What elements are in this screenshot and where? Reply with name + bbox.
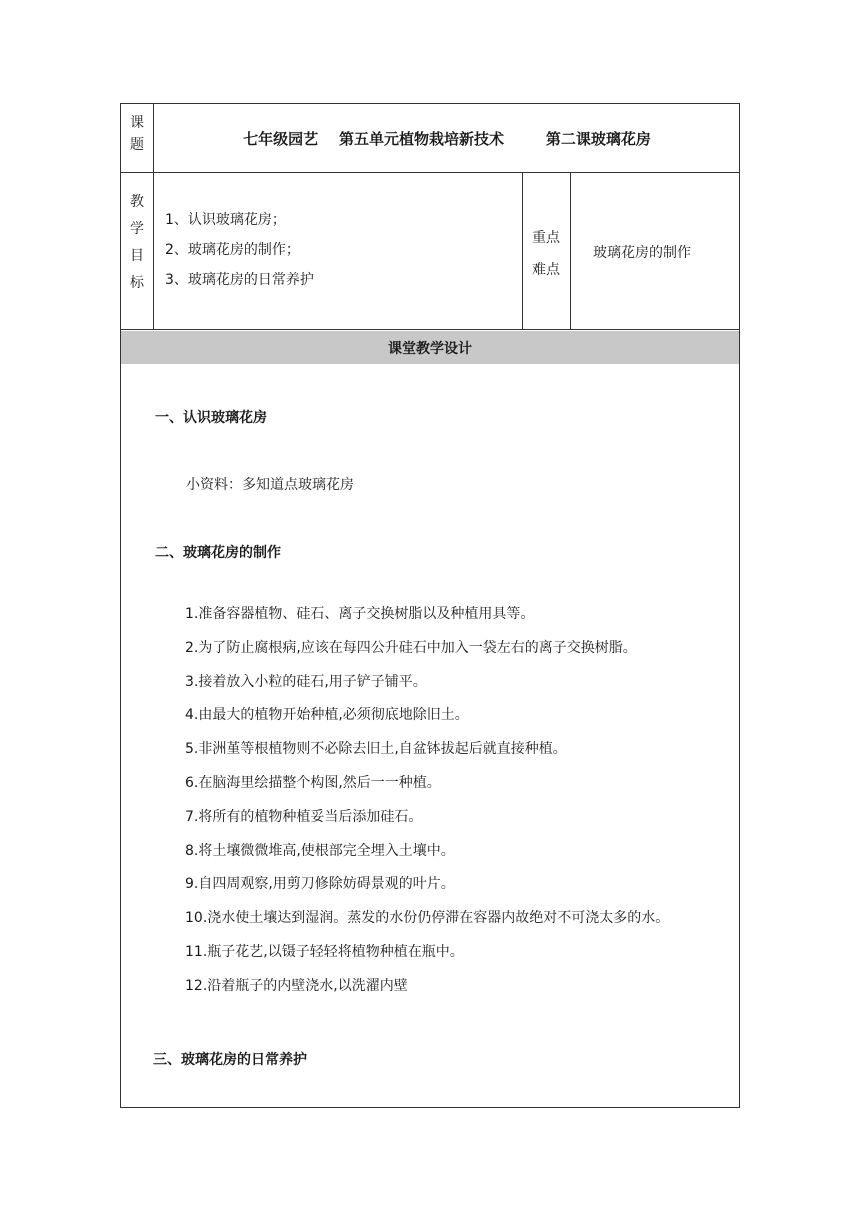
step-item: 10.浇水使土壤达到湿润。蒸发的水份仍停滞在容器内故绝对不可浇太多的水。 — [185, 910, 670, 927]
steps-list — [185, 604, 669, 1010]
step-item: 11.瓶子花艺,以镊子轻轻将植物种植在瓶中。 — [185, 943, 464, 960]
step-item: 8.将土壤微微堆高,使根部完全埋入土壤中。 — [185, 842, 455, 859]
step-item: 9.自四周观察,用剪刀修除妨碍景观的叶片。 — [185, 876, 455, 893]
section-heading: 一、认识玻璃花房 — [155, 410, 267, 426]
step-item: 2.为了防止腐根病,应该在每四公升硅石中加入一袋左右的离子交换树脂。 — [185, 639, 637, 656]
column-divider — [570, 172, 571, 329]
step-item: 12.沿着瓶子的内壁浇水,以洗濯内壁 — [185, 977, 408, 994]
objective-item: 1、认识玻璃花房； — [165, 212, 286, 228]
title-lesson: 第二课玻璃花房 — [545, 129, 651, 148]
step-item: 1.准备容器植物、硅石、离子交换树脂以及种植用具等。 — [185, 606, 535, 622]
section-heading: 二、玻璃花房的制作 — [155, 545, 281, 561]
objective-item: 2、玻璃花房的制作； — [165, 242, 300, 258]
key-points-value: 玻璃花房的制作 — [593, 245, 691, 261]
lesson-title — [155, 104, 739, 172]
step-item: 6.在脑海里绘描整个构图,然后一一种植。 — [185, 774, 441, 791]
key-points-label: 重点 难点 — [532, 230, 560, 278]
step-item: 5.非洲堇等根植物则不必除去旧土,自盆钵拔起后就直接种植。 — [185, 741, 567, 758]
step-item: 3.接着放入小粒的硅石,用子铲子铺平。 — [185, 673, 427, 690]
row-divider — [121, 172, 739, 173]
title-unit: 第五单元植物栽培新技术 — [339, 129, 505, 148]
step-item: 7.将所有的植物种植妥当后添加硅石。 — [185, 808, 423, 825]
row-divider — [121, 329, 739, 330]
topic-label: 课 题 — [130, 115, 144, 153]
objective-item: 3、玻璃花房的日常养护 — [165, 272, 314, 288]
objectives-label: 教 学 目 标 — [130, 194, 144, 291]
title-grade: 七年级园艺 — [243, 129, 319, 148]
lesson-plan-table — [120, 103, 740, 1108]
objectives-list — [165, 205, 314, 295]
info-note: 小资料：多知道点玻璃花房 — [186, 477, 354, 493]
column-divider — [153, 104, 154, 329]
design-heading: 课堂教学设计 — [121, 331, 739, 364]
step-item: 4.由最大的植物开始种植,必须彻底地除旧土。 — [185, 707, 469, 724]
section-heading: 三、玻璃花房的日常养护 — [153, 1052, 307, 1068]
